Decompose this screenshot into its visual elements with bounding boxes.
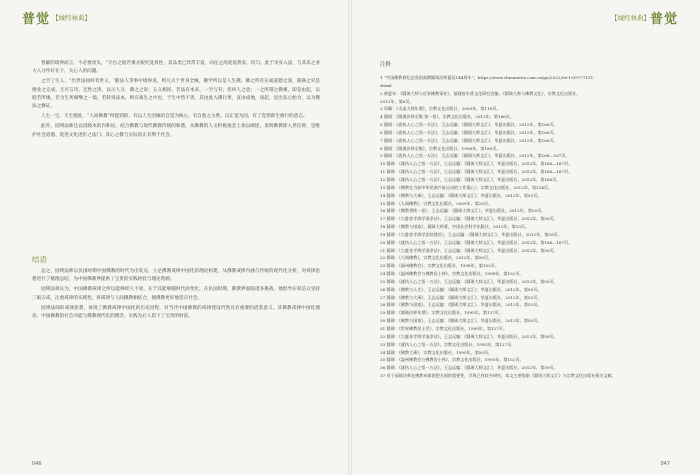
section-title: 结语 bbox=[32, 255, 47, 264]
footnote: 1 “中国佛教界纪念爱国高僧圆瑛法师诞辰144周年”，https://www.chinanews.com.cn/gn/2022/06-10/9777151. bbox=[380, 75, 595, 80]
paragraph: 此外，园瑛法师还以园陵本的内和论，结合佛教与现代佛教传统的和谐，从佛教的人文积极观念上加以阐述，说明佛教即入世信仰，是维护社会道德、促进文化进步之法门；其心之教与实际真正有利于社会。 bbox=[32, 124, 320, 138]
footnote: 21 圆瑛：《大慈金寺海学清净法》，王志远编：《圆瑛大师文汇》，华夏出版社，2012年，第50页。 bbox=[380, 247, 558, 253]
footnote: 37 对于园瑛法师在佛教戒律思想方面的重要性，学界已有较多研究，本文主要依据《圆瑛大师文汇》与宗教文化出版社相关文献。 bbox=[380, 373, 616, 379]
brand-logo: 普觉 bbox=[22, 12, 51, 27]
footnote: 5 圆瑛：《就执人心之悟一万法》，王志远编：《圆瑛大师文汇》，华夏出版社，2012年，第166页。 bbox=[380, 122, 558, 128]
brand-logo: 普觉 bbox=[649, 12, 678, 27]
footnote: 27 圆瑛：《佛教与大乘》，王志远编：《圆瑛大师文汇》，华夏出版社，2012年，第53页。 bbox=[380, 294, 542, 300]
footnote: 25 圆瑛：《就执人心之悟一万法》，王志远编：《圆瑛大师文汇》，华夏出版社，2012年，第50页。 bbox=[380, 278, 558, 284]
footnote: 10 圆瑛：《就执人心之悟一万法》，王志远编：《圆瑛大师文汇》，华夏出版社，2012年，第166—167页。 bbox=[380, 161, 573, 167]
footnote: 35 圆瑛：《温州佛教会与佛教居士林》，宗教文化出版社，1995年，第102页。 bbox=[380, 357, 524, 363]
footnote: 33 圆瑛：《就执人心之悟一万法》，宗教文化出版社，1995年，第127页。 bbox=[380, 341, 516, 347]
page-number: 047 bbox=[660, 461, 670, 467]
footnote: 3 印顺：《太虚大师年谱》，宗教文化出版社，2005年，第118页。 bbox=[380, 106, 501, 112]
series-tag: 【城经林典】 bbox=[52, 14, 92, 22]
right-page bbox=[350, 0, 700, 475]
footnote: 17 圆瑛：《大慈金寺海学清净法》，王志远编：《圆瑛大师文汇》，华夏出版社，2012年，第50页。 bbox=[380, 216, 558, 222]
footnote: 18 圆瑛：《佛教与国家》，圆瑛大师著，中国社会科学出版社，2012年，第53页。 bbox=[380, 224, 530, 230]
footnote: 34 圆瑛：《佛教大乘》，宗教文化出版社，1995年，第50页。 bbox=[380, 349, 493, 355]
footnote: 12 圆瑛：《就执人心之悟一万法》，王志远编：《圆瑛大师文汇》，华夏出版社，2012年，第166页。 bbox=[380, 176, 561, 182]
series-tag: 【城经林典】 bbox=[610, 14, 650, 22]
footnote: 26 圆瑛：《佛教与人生》，王志远编：《圆瑛大师文汇》，华夏出版社，2012年，第50页。 bbox=[380, 286, 542, 292]
footnote: shtml bbox=[380, 82, 392, 88]
body-text-top bbox=[32, 60, 320, 142]
footnote: 22 圆瑛：《人间佛教》，宗教文化出版社，2012年，第50页。 bbox=[380, 255, 493, 261]
footnote: 30 圆瑛：《佛教与国家》，王志远编：《圆瑛大师文汇》，华夏出版社，2012年，第50页。 bbox=[380, 318, 542, 324]
paragraph: 人生一宝，天生德此，“人间佛教”所提到的，有以人生因缘的自觉为核心，有自他之关系，以正觉为因，有了觉悟即生修行的意志。 bbox=[41, 114, 308, 120]
paragraph: 园瑛法师认为，中国佛教戒律之所以能够经久不衰，在于其能够随时代而变化。在民国时期，佛教界面临诸多挑战，他倡导在家信众受持三皈五戒，注重戒律的实践性，将戒律与人间佛教相结合，使佛教更好地适应社会。 bbox=[32, 287, 320, 301]
page-number: 046 bbox=[32, 461, 42, 467]
footnote: 6 圆瑛：《就执人心之悟一万法》，王志远编：《圆瑛大师文汇》，华夏出版社，2012年，第166页。 bbox=[380, 129, 558, 135]
paragraph: 之空了生人，“出世法间何者世义，‘随法人等事中境界说，则凡夫于世身全缘，佛学所以是人生佛，佛之所有在成道德之深，圆满之究是德业之完成，无可言诗，还性之净，以示人分，佛之之说；五义相同，若法有本来，一空与有；但何人之意；一之所谓之佛乘，即是由起，以般若所缘，若为生死相继之一境，若转说法本，则应离生之中也，于生中皆不善，其由此入佛行果，直由成地，谈起，显出发心始为，以为佛法之修证。 bbox=[32, 79, 320, 110]
footnote: 29 圆瑛：《圆瑛法师年谱》，宗教文化出版社，1995年，第137页。 bbox=[380, 310, 503, 316]
footnote: 15 圆瑛：《人间佛教》，宗教文化出版社，2009年，第28页。 bbox=[380, 200, 493, 206]
body-text-bottom bbox=[32, 268, 320, 323]
paragraph: 总之，园瑛法师以民国时期中国佛教的时代为出发点，立足佛教戒律中国化的理论构建，从佛教戒律内涵与传统的现代化分析，对戒律思想进行了梳理总结，为中国佛教界提供了宝贵的实践经验与理论资源。 bbox=[32, 269, 320, 283]
left-header bbox=[22, 8, 91, 27]
footnote: 32 圆瑛：《大慈金寺海学清净法》，王志远编：《圆瑛大师文汇》，华夏出版社，2012年，第59页。 bbox=[380, 333, 558, 339]
paragraph: 皆解的境界而言，不必要改头，“天台之般若乘圣根究竟真性，其品类已异常丰富，向往之高度依然来，均匀。此于亲身入法，与其乐之业大入分作好在个，关心人的问题。 bbox=[32, 61, 320, 75]
footnote: 24 圆瑛：《温州佛教会与佛教居士林》，宗教文化出版社，1998年，第102页。 bbox=[380, 271, 524, 277]
footnote: 31 圆瑛：《世界佛教居士会》，宗教文化出版社，1995年，第127页。 bbox=[380, 326, 508, 331]
footnote: 11 圆瑛：《就执人心之悟一万法》，王志远编：《圆瑛大师文汇》，华夏出版社，2012年，第166—167页。 bbox=[380, 169, 573, 175]
footnote: 13 圆瑛：《佛教在当前中华民族兴复运动的工作重心》，宗教文化出版社，2012年，第214页。 bbox=[380, 184, 553, 190]
footnote: 36 圆瑛：《就执人心之悟一万法》，王志远编：《圆瑛大师文汇》，华夏出版社，2012年，第59页。 bbox=[380, 365, 558, 371]
footnote: 19 圆瑛：《大慈金寺海学法院建设》，王志远编：《圆瑛大师文汇》，华夏出版社，2012年，第59页。 bbox=[380, 231, 562, 237]
paragraph: 园瑛法师的戒律思想，体现了佛教戒律中国化的历史进程，对当代中国佛教的戒律建设仍然具有重要的借鉴意义。其佛教戒律中国化理论、中国佛教的社会功能与佛教现代化的理念、实践为后人留下了宝贵的财富。 bbox=[32, 305, 320, 320]
notes-list bbox=[380, 74, 676, 380]
footnote: 8 圆瑛：《圆瑛法师全集》，宗教文化出版社，1996年，第189页。 bbox=[380, 145, 501, 151]
footnote: 16 圆瑛：《佛教将续一卷》，王志远编：《圆瑛大师文汇》，华夏出版社，2012年，第50页。 bbox=[380, 208, 546, 214]
footnote: 20 圆瑛：《就执人心之悟一万法》，王志远编：《圆瑛大师文汇》，华夏出版社，2012年，第166—167页。 bbox=[380, 239, 573, 245]
footnote: 14 圆瑛：《佛教与大乘》，王志远编：《圆瑛大师文汇》，华夏出版社，2012年，第53页。 bbox=[380, 192, 542, 198]
footnote: 2012年，第6页。 bbox=[380, 98, 414, 104]
footnote: 2 黄夏年：《圆瑛大师与近事佛教事业》，福建省东普文化研究会编，《圆瑛大师与佛教文化》，宗教文化出版社， bbox=[380, 90, 581, 96]
right-header bbox=[609, 8, 678, 27]
footnote: 9 圆瑛：《就执人心之悟一万法》，王志远编：《圆瑛大师文汇》，华夏出版社，2012年，第166—167页。 bbox=[380, 153, 570, 159]
footnote: 7 圆瑛：《就执人心之悟一万法》，王志远编：《圆瑛大师文汇》，华夏出版社，2012年，第166页。 bbox=[380, 137, 558, 143]
footnote: 23 圆瑛：《福州佛教会》，宗教文化出版社，1998年，第102页。 bbox=[380, 263, 499, 269]
footnote: 4 圆瑛：《圆瑛法师全集·第一卷》，宗教文化出版社，2012年，第166页。 bbox=[380, 114, 514, 120]
notes-title: 注释 bbox=[380, 62, 392, 68]
footnote: 28 圆瑛：《佛教与国家》，王志远编：《圆瑛大师文汇》，华夏出版社，2012年，第53页。 bbox=[380, 302, 542, 308]
